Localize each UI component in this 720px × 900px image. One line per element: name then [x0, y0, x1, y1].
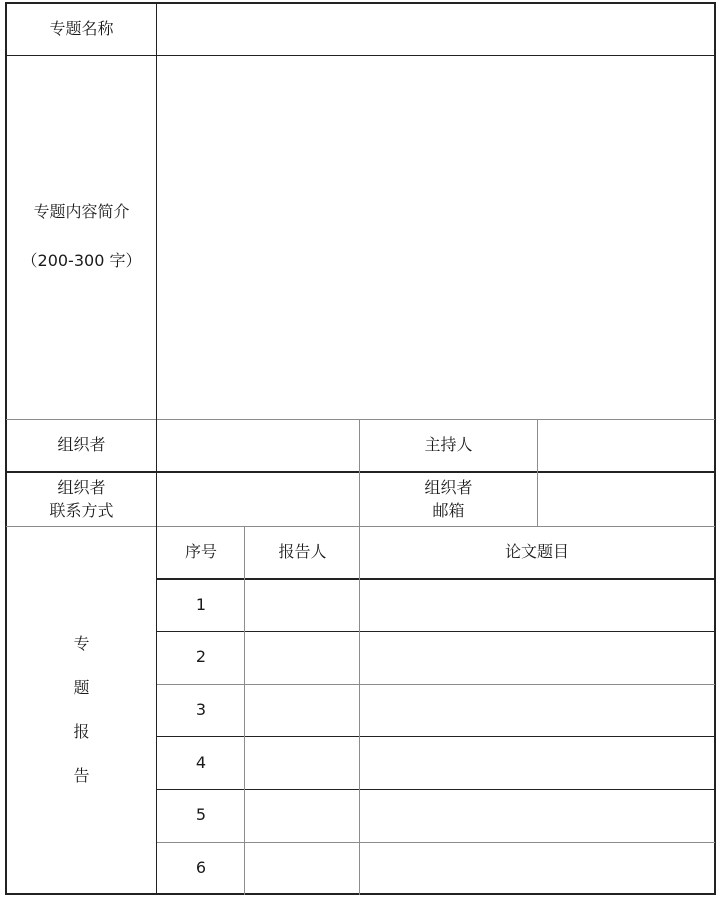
organizer-contact-field[interactable]: [157, 472, 360, 526]
organizer-contact-label-line2: 联系方式: [49, 501, 114, 520]
column-header-reporter: 报告人: [278, 542, 327, 562]
table-border-top: [6, 2, 715, 4]
topic-intro-label: 专题内容简介: [33, 202, 130, 222]
host-label: 主持人: [424, 435, 473, 455]
report-section-char: 题: [73, 678, 90, 697]
row-divider: [157, 736, 715, 737]
report-section-char: 告: [73, 766, 90, 785]
row-index: 6: [195, 857, 207, 877]
row-index: 2: [195, 647, 207, 667]
organizer-label: 组织者: [57, 435, 106, 455]
organizer-email-label-line2: 邮箱: [432, 501, 465, 520]
row-index: 3: [195, 700, 207, 720]
topic-intro-field[interactable]: [157, 55, 714, 419]
topic-name-label: 专题名称: [49, 18, 114, 38]
row-index: 1: [195, 594, 207, 614]
row-divider: [6, 526, 715, 527]
column-divider: [156, 2, 157, 895]
organizer-email-label: [360, 472, 537, 526]
table-border-bottom: [6, 893, 715, 895]
organizer-field[interactable]: [157, 419, 360, 472]
organizer-email-field[interactable]: [537, 472, 714, 526]
column-divider: [244, 526, 245, 895]
topic-name-field[interactable]: [157, 3, 714, 55]
report-section-label: [6, 526, 157, 894]
reporter-field[interactable]: [245, 579, 360, 631]
topic-intro-note: （200-300 字）: [21, 251, 142, 270]
reporter-field[interactable]: [245, 789, 360, 842]
report-section-char: 专: [73, 634, 90, 653]
organizer-contact-label-line1: 组织者: [57, 477, 106, 497]
row-divider: [157, 578, 715, 580]
paper-title-field[interactable]: [360, 737, 714, 789]
row-divider: [157, 684, 715, 685]
table-border-left: [5, 2, 7, 895]
row-divider: [6, 471, 715, 473]
reporter-field[interactable]: [245, 842, 360, 894]
organizer-email-label-line1: 组织者: [424, 477, 473, 497]
column-header-index: 序号: [184, 542, 217, 562]
row-divider: [157, 631, 715, 632]
row-divider: [157, 842, 715, 843]
row-index: 5: [195, 805, 207, 825]
column-divider: [537, 419, 538, 526]
reporter-field[interactable]: [245, 737, 360, 789]
paper-title-field[interactable]: [360, 631, 714, 684]
reporter-field[interactable]: [245, 631, 360, 684]
paper-title-field[interactable]: [360, 842, 714, 894]
row-index: 4: [195, 752, 207, 772]
paper-title-field[interactable]: [360, 789, 714, 842]
report-section-char: 报: [73, 722, 90, 741]
table-border-right: [714, 2, 716, 895]
row-divider: [157, 789, 715, 790]
host-field[interactable]: [537, 419, 714, 472]
topic-intro-label-cell: [6, 55, 157, 419]
column-header-paper-title: 论文题目: [504, 542, 569, 562]
paper-title-field[interactable]: [360, 684, 714, 737]
row-divider: [6, 55, 715, 56]
organizer-contact-label: [6, 472, 157, 526]
paper-title-field[interactable]: [360, 579, 714, 631]
column-divider: [359, 419, 360, 895]
reporter-field[interactable]: [245, 684, 360, 737]
row-divider: [6, 419, 715, 420]
